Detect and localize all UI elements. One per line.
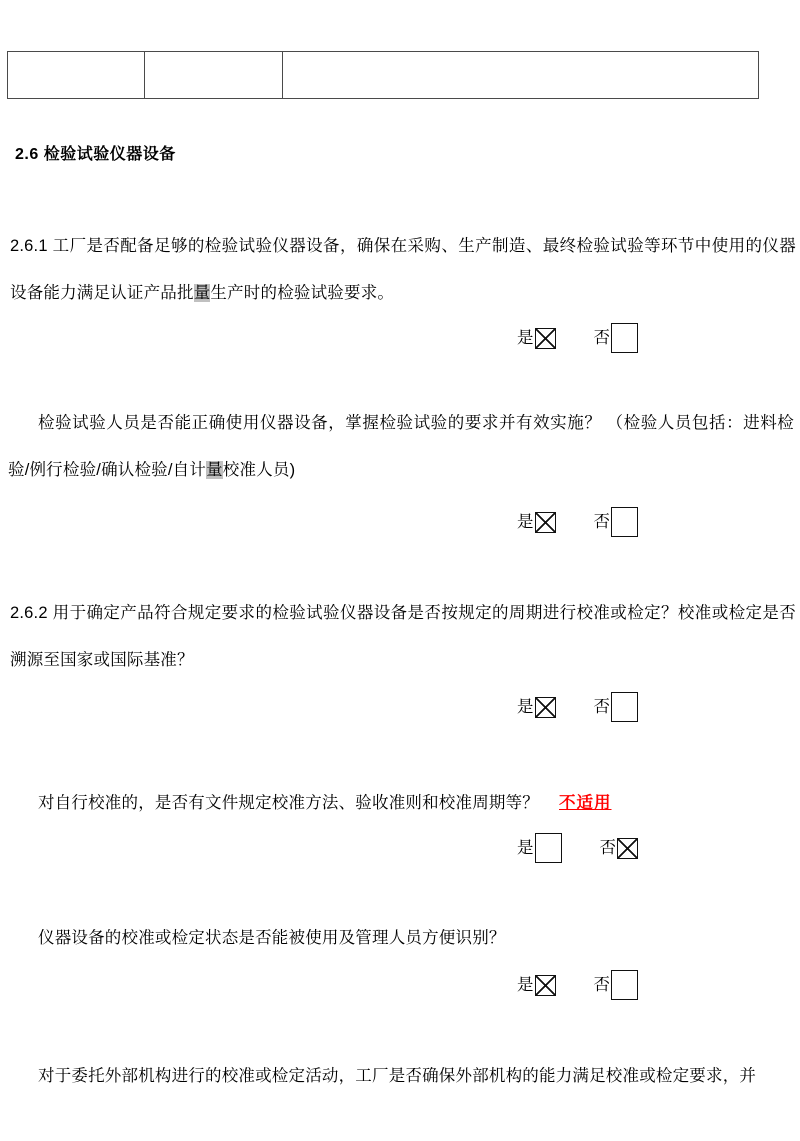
- no-checkbox[interactable]: [611, 692, 638, 722]
- question-2-6-1-sub-text: [8, 400, 794, 494]
- question-self-calibration-text: [8, 780, 794, 827]
- yes-checkbox[interactable]: [535, 833, 562, 863]
- text-run: 2.6.2 用于确定产品符合规定要求的检验试验仪器设备是否按规定的周期进行校准或检定？校准或检定是否溯源至国家或国际基准？: [10, 604, 796, 669]
- text-run: 仪器设备的校准或检定状态是否能被使用及管理人员方便识别？: [38, 929, 506, 947]
- text-run: 对于委托外部机构进行的校准或检定活动，工厂是否确保外部机构的能力满足校准或检定要求，并: [38, 1067, 757, 1085]
- question-external-calibration-text: [8, 1053, 794, 1100]
- yes-option: [517, 830, 562, 866]
- no-option: [594, 320, 639, 356]
- no-label: 否: [599, 839, 616, 857]
- no-label: 否: [593, 976, 610, 994]
- question-text: [38, 794, 539, 812]
- yes-option: [517, 320, 556, 356]
- yes-checkbox[interactable]: [535, 328, 556, 349]
- no-option: [594, 967, 639, 1003]
- question-calibration-status-text: [8, 915, 794, 962]
- yes-option: [517, 504, 556, 540]
- yes-label: 是: [517, 513, 534, 531]
- no-checkbox[interactable]: [617, 838, 638, 859]
- no-option: [594, 504, 639, 540]
- table-row: [8, 52, 759, 99]
- empty-table: [7, 51, 759, 99]
- no-label: 否: [593, 513, 610, 531]
- no-option: [600, 830, 639, 866]
- search-highlight: 量: [193, 284, 211, 302]
- yes-label: 是: [517, 976, 534, 994]
- no-label: 否: [593, 698, 610, 716]
- yes-option: [517, 689, 556, 725]
- yes-option: [517, 967, 556, 1003]
- table-cell[interactable]: [145, 52, 283, 99]
- no-checkbox[interactable]: [611, 507, 638, 537]
- section-heading: 2.6 检验试验仪器设备: [15, 146, 176, 163]
- no-option: [594, 689, 639, 725]
- answer-row-5: [517, 967, 638, 1003]
- answer-row-3: [517, 689, 638, 725]
- question-2-6-1-text: [10, 223, 796, 317]
- not-applicable-note: 不适用: [559, 794, 612, 812]
- yes-checkbox[interactable]: [535, 512, 556, 533]
- no-label: 否: [593, 329, 610, 347]
- yes-checkbox[interactable]: [535, 697, 556, 718]
- yes-label: 是: [517, 329, 534, 347]
- answer-row-1: [517, 320, 638, 356]
- no-checkbox[interactable]: [611, 970, 638, 1000]
- text-run: 2.6.1 工厂是否配备足够的检验试验仪器设备，确保在采购、生产制造、最终检验试验等环节中使用的仪器设备能力满足认证产品批: [10, 237, 796, 302]
- table-cell[interactable]: [283, 52, 759, 99]
- answer-row-2: [517, 504, 638, 540]
- text-run: 校准人员): [222, 461, 296, 479]
- answer-row-4: [517, 830, 638, 866]
- question-2-6-2-text: [10, 590, 796, 684]
- no-checkbox[interactable]: [611, 323, 638, 353]
- text-run: 生产时的检验试验要求。: [210, 284, 395, 302]
- text-run: 对自行校准的，是否有文件规定校准方法、验收准则和校准周期等？: [38, 794, 539, 812]
- yes-label: 是: [517, 698, 534, 716]
- table-cell[interactable]: [8, 52, 145, 99]
- yes-checkbox[interactable]: [535, 975, 556, 996]
- yes-label: 是: [517, 839, 534, 857]
- search-highlight: 量: [206, 461, 223, 479]
- text-run: 检验试验人员是否能正确使用仪器设备，掌握检验试验的要求并有效实施？ （检验人员包括：进料检验/例行检验/确认检验/自计: [8, 414, 794, 479]
